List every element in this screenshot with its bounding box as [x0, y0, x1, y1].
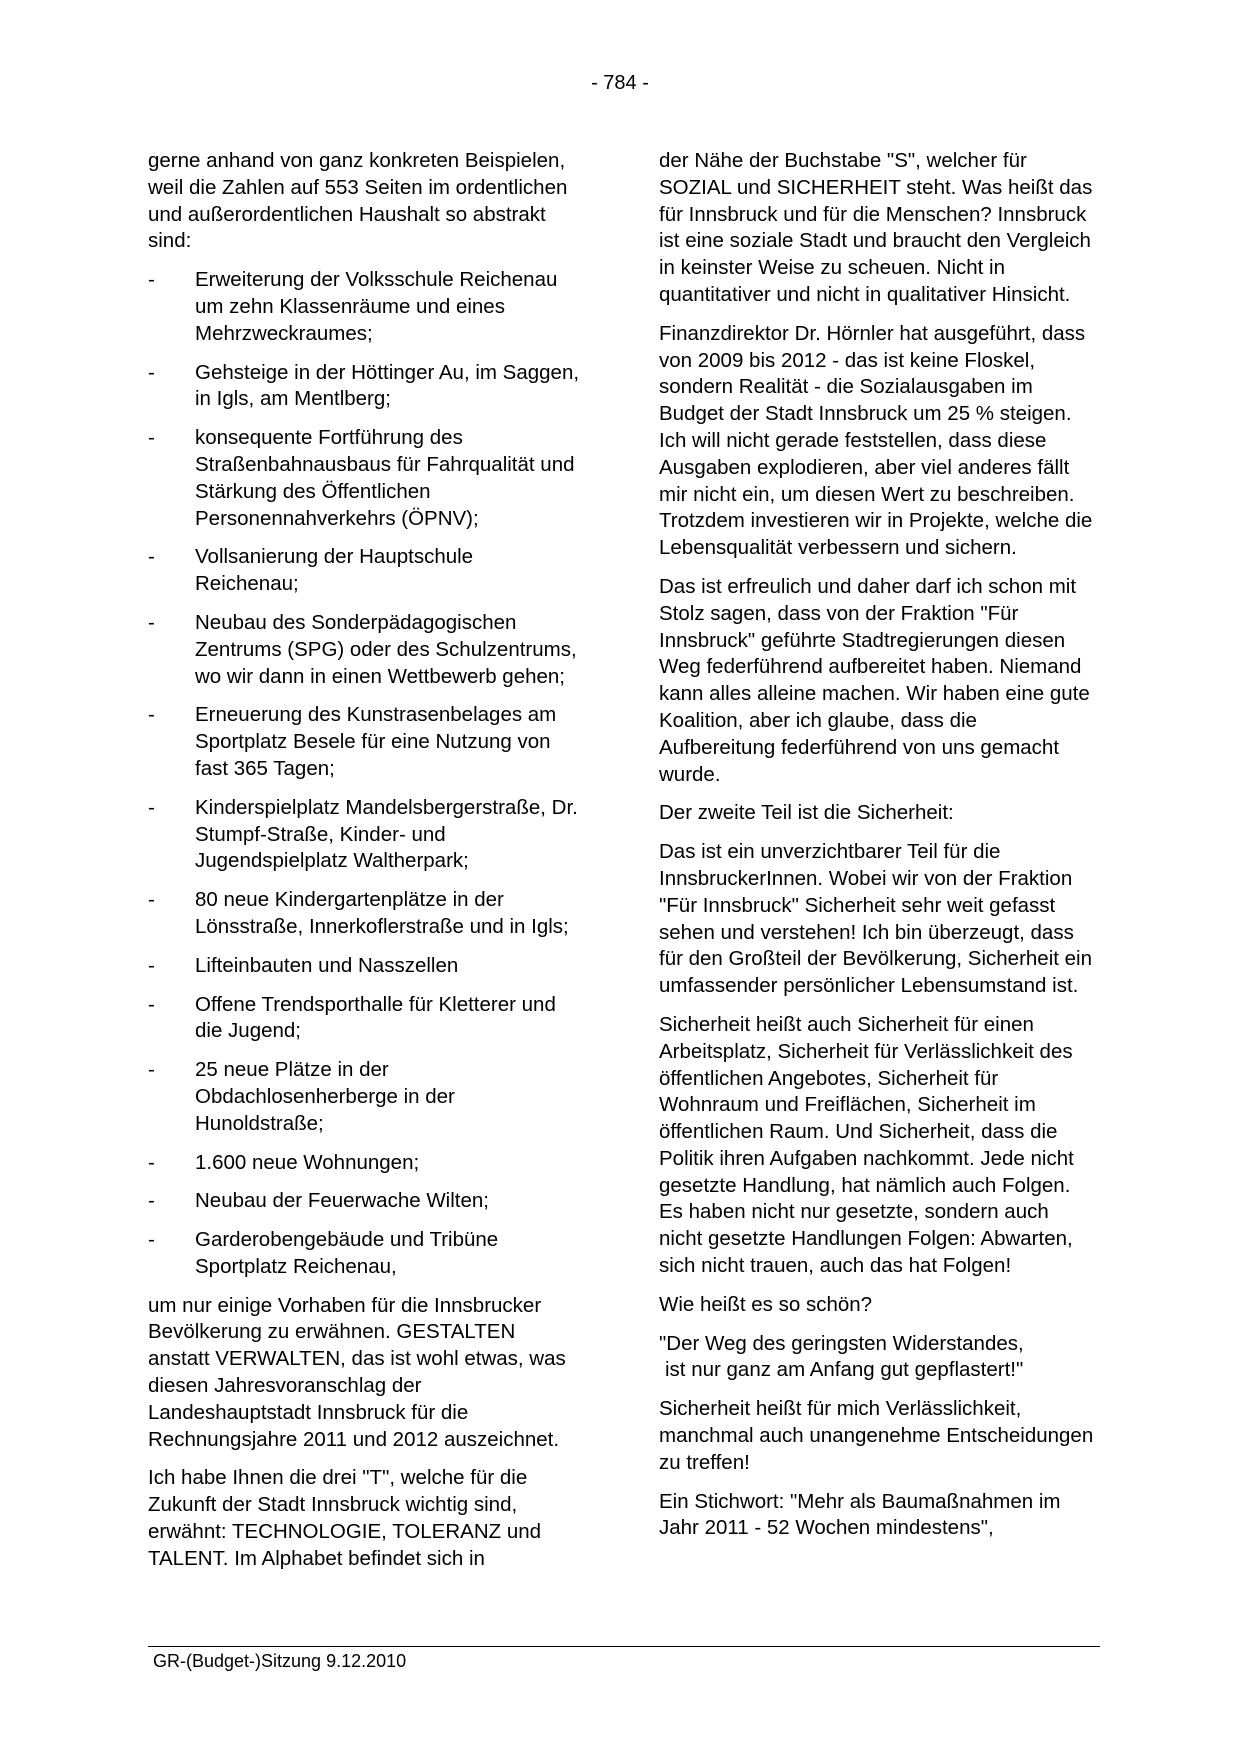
footer-text: GR-(Budget-)Sitzung 9.12.2010	[153, 1651, 407, 1671]
bullet-dash: -	[148, 795, 155, 819]
list-item: - 80 neue Kindergartenplätze in der Lönsstraße, Innerkoflerstraße und in Igls;	[148, 888, 569, 938]
list-item: - Kinderspielplatz Mandelsbergerstraße, Dr. Stumpf-Straße, Kinder- und Jugendspielplatz Waltherpark;	[148, 795, 578, 873]
bullet-dash: -	[148, 888, 155, 912]
bullet-dash: -	[148, 268, 155, 292]
paragraph-question: Wie heißt es so schön?	[659, 1292, 873, 1316]
bullet-dash: -	[148, 545, 155, 569]
intro-paragraph: gerne anhand von ganz konkreten Beispielen, weil die Zahlen auf 553 Seiten im ordentlichen und außerordentlichen Haushalt so abstrakt sind:	[148, 149, 568, 253]
page-number: - 784 -	[591, 72, 649, 94]
bullet-dash: -	[148, 953, 155, 977]
quote-line-2: ist nur ganz am Anfang gut gepflastert!"	[665, 1358, 1024, 1382]
list-item: - Neubau der Feuerwache Wilten;	[148, 1188, 580, 1215]
list-item: - Lifteinbauten und Nasszellen	[148, 953, 580, 980]
list-item: - Vollsanierung der Hauptschule Reichenau;	[148, 545, 474, 596]
quote-line-1: "Der Weg des geringsten Widerstandes,	[659, 1331, 1024, 1355]
list-item: - 25 neue Plätze in der Obdachlosenherberge in der Hunoldstraße;	[148, 1058, 455, 1135]
project-list	[148, 267, 580, 1281]
list-item: - Neubau des Sonderpädagogischen Zentrums (SPG) oder des Schulzentrums, wo wir dann in einen Wettbewerb gehen;	[148, 610, 577, 688]
paragraph-security-detail: Sicherheit heißt auch Sicherheit für einen Arbeitsplatz, Sicherheit für Verlässlichkeit des öffentlichen Angebotes, Sicherheit für Wohnraum und Freiflächen, Sicherheit im öffentlichen Raum. Und Sicherheit, dass die Politik ihren Aufgaben nachkommt. Jede nicht gesetzte Handlung, hat nämlich auch Folgen. Es haben nicht nur gesetzte, sondern auch nicht gesetzte Handlungen Folgen: Abwarten, sich nicht trauen, auch das hat Folgen!	[659, 1012, 1074, 1278]
bullet-dash: -	[148, 1189, 155, 1213]
paragraph-keyword: Ein Stichwort: "Mehr als Baumaßnahmen im Jahr 2011 - 52 Wochen mindestens",	[659, 1489, 1061, 1540]
list-item: - Gehsteige in der Höttinger Au, im Saggen, in Igls, am Mentlberg;	[148, 360, 580, 411]
summary-paragraph: um nur einige Vorhaben für die Innsbrucker Bevölkerung zu erwähnen. GESTALTEN anstatt VERWALTEN, das ist wohl etwas, was diesen Jahresvoranschlag der Landeshauptstadt Innsbruck für die Rechnungsjahre 2011 und 2012 auszeichnet.	[148, 1293, 566, 1451]
paragraph-reliability: Sicherheit heißt für mich Verlässlichkeit, manchmal auch unangenehme Entscheidungen zu treffen!	[659, 1397, 1094, 1474]
three-t-paragraph: Ich habe Ihnen die drei "T", welche für die Zukunft der Stadt Innsbruck wichtig sind, erwähnt: TECHNOLOGIE, TOLERANZ und TALENT. Im Alphabet befindet sich in	[148, 1466, 542, 1570]
list-item: - konsequente Fortführung des Straßenbahnausbaus für Fahrqualität und Stärkung des Öffentlichen Personennahverkehrs (ÖPNV);	[148, 426, 575, 530]
paragraph-fraction: Das ist erfreulich und daher darf ich schon mit Stolz sagen, dass von der Fraktion "Für Innsbruck" geführte Stadtregierungen diesen Weg federführend aufbereitet haben. Niemand kann alles alleine machen. Wir haben eine gute Koalition, aber ich glaube, dass die Aufbereitung federführend von uns gemacht wurde.	[659, 574, 1090, 786]
left-column	[148, 148, 580, 1585]
paragraph-security-intro: Der zweite Teil ist die Sicherheit:	[659, 801, 954, 825]
list-item: - Erweiterung der Volksschule Reichenau um zehn Klassenräume und eines Mehrzweckraumes;	[148, 268, 558, 345]
quote	[659, 1331, 1097, 1385]
bullet-dash: -	[148, 1228, 155, 1252]
list-item: - 1.600 neue Wohnungen;	[148, 1150, 580, 1177]
list-item: - Garderobengebäude und Tribüne Sportplatz Reichenau,	[148, 1228, 499, 1278]
list-item: - Erneuerung des Kunstrasenbelages am Sportplatz Besele für eine Nutzung von fast 365 Tagen;	[148, 703, 557, 780]
paragraph-security: Das ist ein unverzichtbarer Teil für die InnsbruckerInnen. Wobei wir von der Fraktion "Für Innsbruck" Sicherheit sehr weit gefasst sehen und verstehen! Ich bin überzeugt, dass für den Großteil der Bevölkerung, Sicherheit ein umfassender persönlicher Lebensumstand ist.	[659, 840, 1093, 998]
bullet-dash: -	[148, 703, 155, 727]
bullet-dash: -	[148, 1150, 155, 1174]
bullet-dash: -	[148, 610, 155, 634]
footer-divider	[148, 1646, 1100, 1647]
bullet-dash: -	[148, 426, 155, 450]
bullet-dash: -	[148, 360, 155, 384]
paragraph-finance: Finanzdirektor Dr. Hörnler hat ausgeführt, dass von 2009 bis 2012 - das ist keine Floskel, sondern Realität - die Sozialausgaben im Budget der Stadt Innsbruck um 25 % steigen. Ich will nicht gerade feststellen, dass diese Ausgaben explodieren, aber viel anderes fällt mir nicht ein, um diesen Wert zu beschreiben. Trotzdem investieren wir in Projekte, welche die Lebensqualität verbessern und sichern.	[659, 321, 1093, 560]
bullet-dash: -	[148, 1058, 155, 1082]
bullet-dash: -	[148, 992, 155, 1016]
right-column	[659, 148, 1097, 1554]
list-item: - Offene Trendsporthalle für Kletterer und die Jugend;	[148, 992, 556, 1043]
paragraph-social: der Nähe der Buchstabe "S", welcher für SOZIAL und SICHERHEIT steht. Was heißt das für Innsbruck und für die Menschen? Innsbruck ist eine soziale Stadt und braucht den Vergleich in keinster Weise zu scheuen. Nicht in quantitativer und nicht in qualitativer Hinsicht.	[659, 149, 1093, 306]
